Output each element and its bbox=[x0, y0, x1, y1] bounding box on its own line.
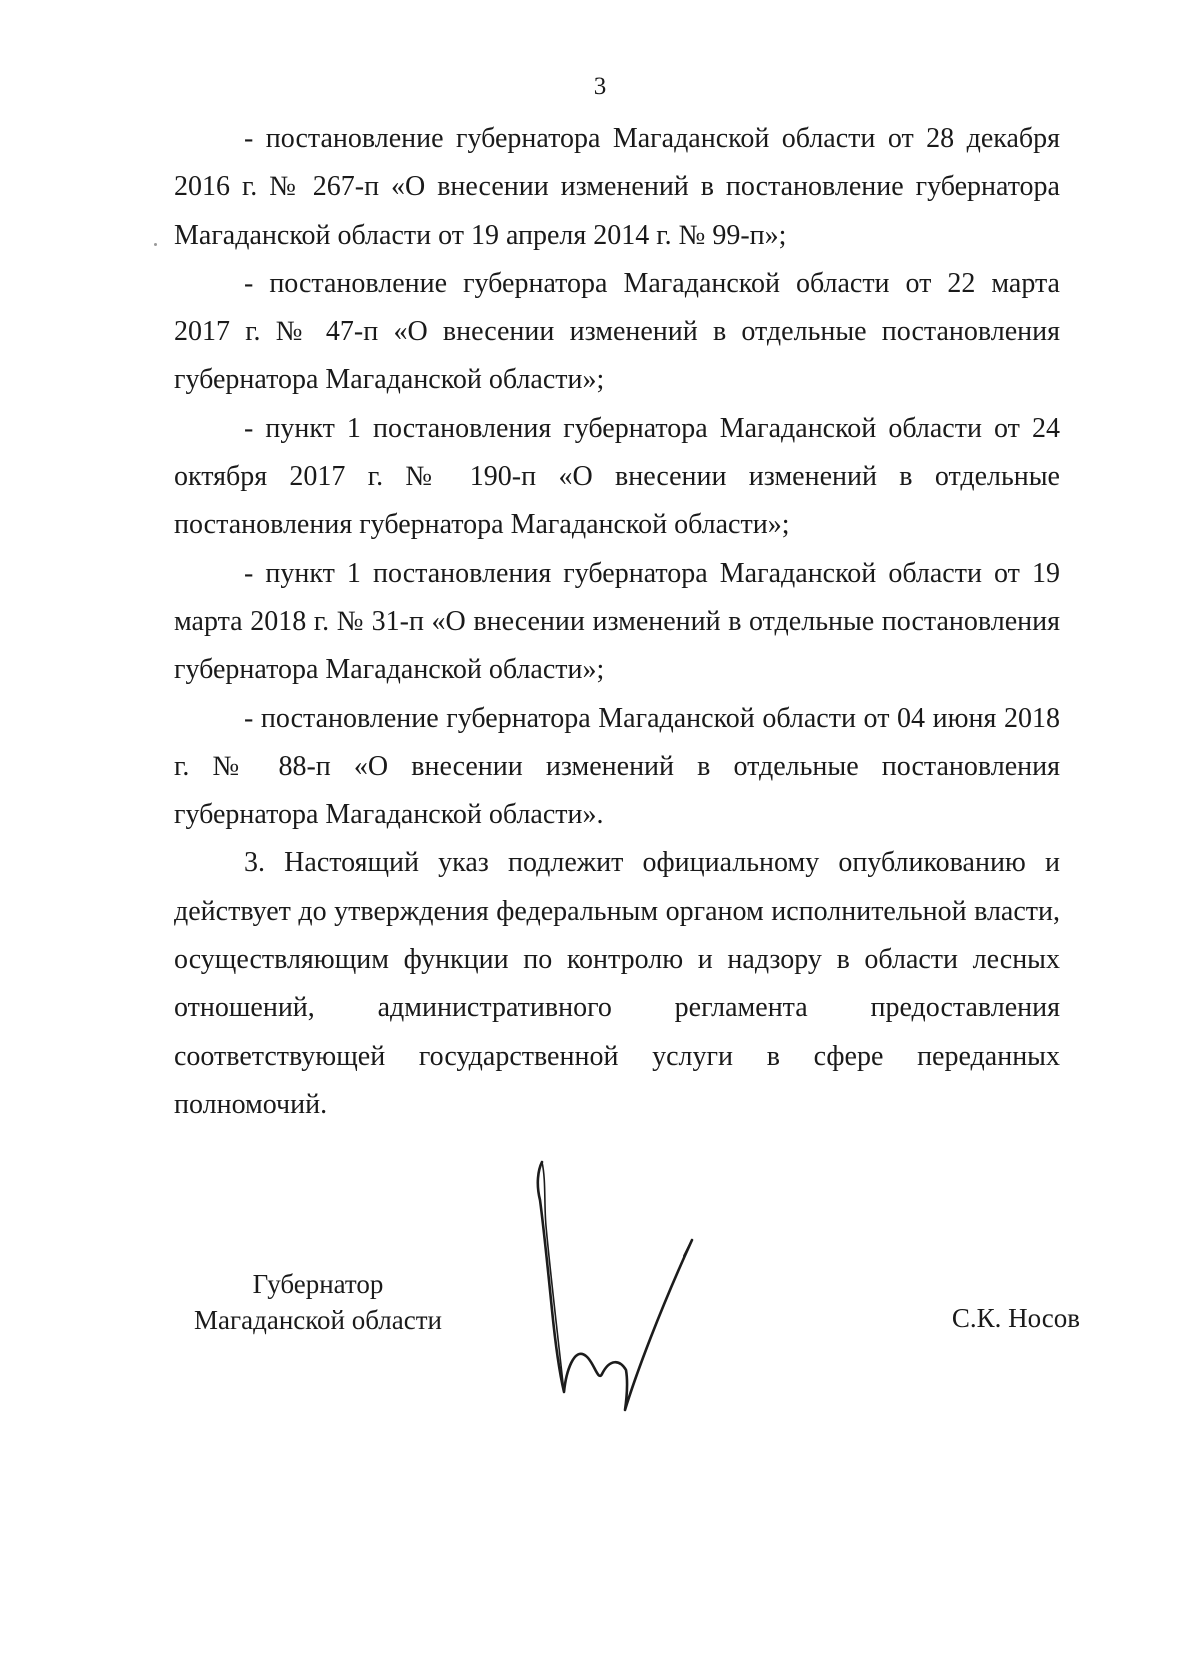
paragraph-list-item: - постановление губернатора Магаданской области от 22 марта 2017 г. № 47-п «О внесении изменений в отдельные постановления губернатора Магаданской области»; bbox=[174, 267, 1060, 396]
paragraph-list-item: - постановление губернатора Магаданской области от 04 июня 2018 г. № 88-п «О внесении изменений в отдельные постановления губернатора Магаданской области». bbox=[174, 702, 1060, 831]
signer-position bbox=[178, 1266, 458, 1338]
paragraph-list-item: - пункт 1 постановления губернатора Магаданской области от 24 октября 2017 г. № 190-п «О внесении изменений в отдельные постановления губернатора Магаданской области»; bbox=[174, 412, 1060, 541]
signer-position-line-1: Губернатор bbox=[252, 1269, 384, 1299]
signer-position-line-2: Магаданской области bbox=[194, 1305, 442, 1335]
paragraph-list-item: - пункт 1 постановления губернатора Магаданской области от 19 марта 2018 г. № 31-п «О внесении изменений в отдельные постановления губернатора Магаданской области»; bbox=[174, 557, 1060, 686]
handwritten-signature bbox=[530, 1160, 750, 1420]
paragraph-list-item: - постановление губернатора Магаданской области от 28 декабря 2016 г. № 267-п «О внесении изменений в постановление губернатора Магаданской области от 19 апреля 2014 г. № 99-п»; bbox=[174, 123, 1060, 251]
page-number: 3 bbox=[593, 73, 607, 100]
paragraph-clause-3: 3. Настоящий указ подлежит официальному опубликованию и действует до утверждения федеральным органом исполнительной власти, осуществляющим функции по контролю и надзору в области лесных отношений, административного регламента предоставления соответствующей государственной услуги в сфере переданных полномочий. bbox=[174, 847, 1060, 1120]
signer-name: С.К. Носов bbox=[951, 1303, 1080, 1333]
